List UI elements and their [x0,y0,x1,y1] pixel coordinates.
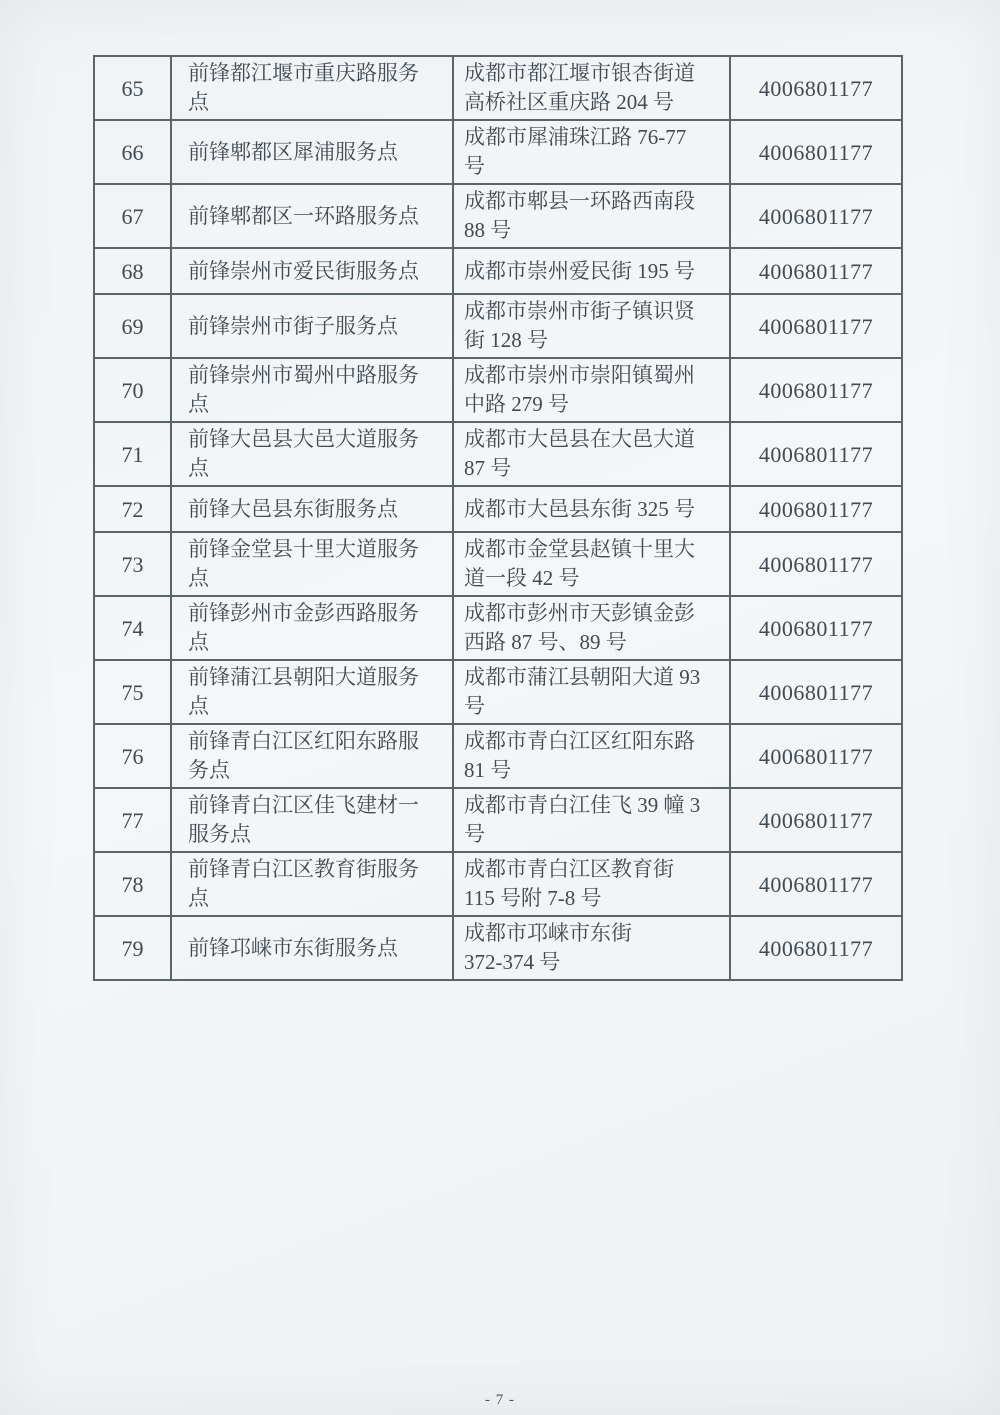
service-name: 前锋青白江区佳飞建材一 服务点 [171,788,453,852]
table-row [94,660,902,724]
service-phone: 4006801177 [730,916,902,980]
service-address: 成都市彭州市天彭镇金彭 西路 87 号、89 号 [453,596,730,660]
table-row [94,724,902,788]
row-number: 72 [94,486,171,532]
row-number: 70 [94,358,171,422]
table-row [94,532,902,596]
service-phone: 4006801177 [730,596,902,660]
service-address: 成都市青白江区教育街 115 号附 7-8 号 [453,852,730,916]
service-address: 成都市犀浦珠江路 76-77 号 [453,120,730,184]
table-row [94,248,902,294]
service-name: 前锋大邑县东街服务点 [171,486,453,532]
row-number: 68 [94,248,171,294]
service-address: 成都市蒲江县朝阳大道 93 号 [453,660,730,724]
service-address: 成都市大邑县东街 325 号 [453,486,730,532]
row-number: 67 [94,184,171,248]
row-number: 73 [94,532,171,596]
service-address: 成都市金堂县赵镇十里大 道一段 42 号 [453,532,730,596]
row-number: 76 [94,724,171,788]
service-table-body [94,56,902,980]
service-phone: 4006801177 [730,358,902,422]
service-name: 前锋崇州市蜀州中路服务 点 [171,358,453,422]
row-number: 78 [94,852,171,916]
service-name: 前锋金堂县十里大道服务 点 [171,532,453,596]
service-phone: 4006801177 [730,788,902,852]
service-name: 前锋崇州市爱民街服务点 [171,248,453,294]
service-phone: 4006801177 [730,660,902,724]
row-number: 74 [94,596,171,660]
row-number: 77 [94,788,171,852]
service-phone: 4006801177 [730,532,902,596]
service-address: 成都市大邑县在大邑大道 87 号 [453,422,730,486]
service-address: 成都市邛崃市东街 372-374 号 [453,916,730,980]
table-row [94,358,902,422]
service-name: 前锋邛崃市东街服务点 [171,916,453,980]
service-address: 成都市崇州爱民街 195 号 [453,248,730,294]
service-points-table [93,55,903,981]
service-phone: 4006801177 [730,422,902,486]
service-address: 成都市崇州市街子镇识贤 街 128 号 [453,294,730,358]
service-name: 前锋青白江区红阳东路服 务点 [171,724,453,788]
table-row [94,916,902,980]
row-number: 79 [94,916,171,980]
service-address: 成都市崇州市崇阳镇蜀州 中路 279 号 [453,358,730,422]
service-phone: 4006801177 [730,294,902,358]
service-name: 前锋彭州市金彭西路服务 点 [171,596,453,660]
service-phone: 4006801177 [730,56,902,120]
service-address: 成都市青白江佳飞 39 幢 3 号 [453,788,730,852]
service-name: 前锋郫都区一环路服务点 [171,184,453,248]
page-number-footer: - 7 - [485,1392,515,1408]
service-phone: 4006801177 [730,724,902,788]
service-phone: 4006801177 [730,120,902,184]
table-row [94,294,902,358]
service-name: 前锋郫都区犀浦服务点 [171,120,453,184]
table-row [94,120,902,184]
row-number: 69 [94,294,171,358]
service-name: 前锋青白江区教育街服务 点 [171,852,453,916]
table-row [94,56,902,120]
table-row [94,788,902,852]
service-name: 前锋都江堰市重庆路服务 点 [171,56,453,120]
table-row [94,422,902,486]
service-name: 前锋蒲江县朝阳大道服务 点 [171,660,453,724]
row-number: 66 [94,120,171,184]
service-name: 前锋大邑县大邑大道服务 点 [171,422,453,486]
row-number: 75 [94,660,171,724]
row-number: 65 [94,56,171,120]
service-phone: 4006801177 [730,486,902,532]
row-number: 71 [94,422,171,486]
service-phone: 4006801177 [730,248,902,294]
service-address: 成都市青白江区红阳东路 81 号 [453,724,730,788]
service-phone: 4006801177 [730,852,902,916]
service-phone: 4006801177 [730,184,902,248]
table-row [94,184,902,248]
service-address: 成都市都江堰市银杏街道 高桥社区重庆路 204 号 [453,56,730,120]
table-row [94,852,902,916]
service-name: 前锋崇州市街子服务点 [171,294,453,358]
table-row [94,596,902,660]
table-row [94,486,902,532]
service-address: 成都市郫县一环路西南段 88 号 [453,184,730,248]
